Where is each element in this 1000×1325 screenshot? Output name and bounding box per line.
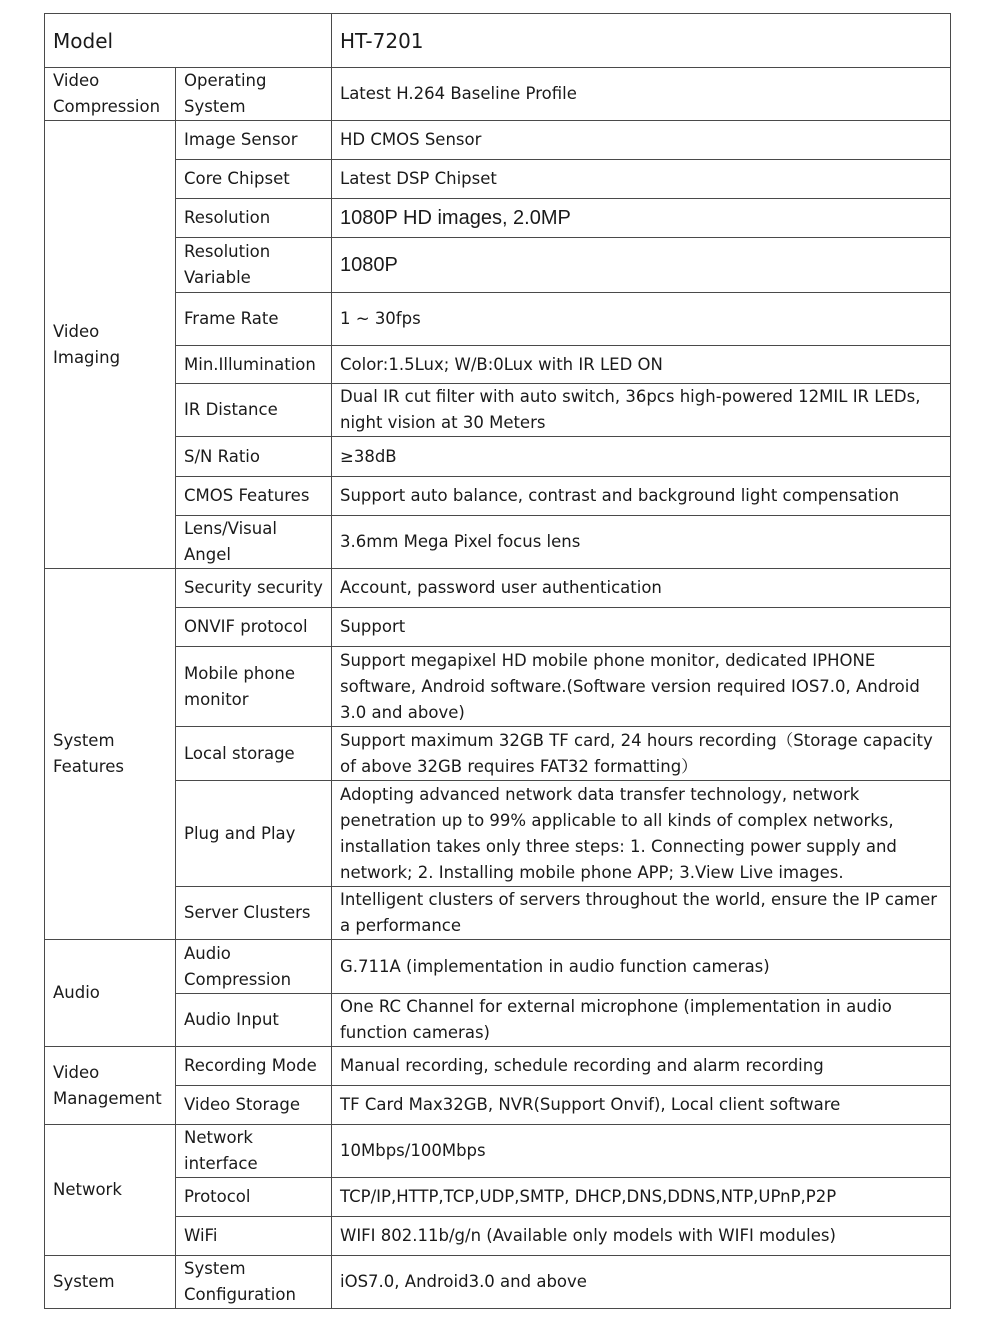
row-label: Operating System [176,68,332,121]
row-label: ONVIF protocol [176,608,332,647]
group-label: Audio [45,940,176,1047]
row-value: TCP/IP,HTTP,TCP,UDP,SMTP, DHCP,DNS,DDNS,NTP,UPnP,P2P [332,1178,951,1217]
table-row [45,1256,951,1309]
group-label: Video Management [45,1047,176,1125]
group-label: System [45,1256,176,1309]
table-row [45,160,951,199]
table-row [45,1125,951,1178]
row-value: Support auto balance, contrast and background light compensation [332,477,951,516]
row-label: Lens/Visual Angel [176,516,332,569]
table-row [45,121,951,160]
table-row [45,68,951,121]
table-row [45,293,951,346]
row-value: Dual IR cut filter with auto switch, 36pcs high-powered 12MIL IR LEDs, night vision at 30 Meters [332,384,951,437]
table-row [45,940,951,994]
table-row [45,608,951,647]
row-value: 3.6mm Mega Pixel focus lens [332,516,951,569]
spec-table [44,13,951,1309]
row-label: Video Storage [176,1086,332,1125]
row-label: Local storage [176,727,332,781]
row-value: Manual recording, schedule recording and alarm recording [332,1047,951,1086]
row-label: Frame Rate [176,293,332,346]
model-label: Model [45,14,332,68]
table-row [45,569,951,608]
group-label: Network [45,1125,176,1256]
row-value: 10Mbps/100Mbps [332,1125,951,1178]
table-row [45,437,951,477]
row-label: CMOS Features [176,477,332,516]
table-row [45,647,951,727]
row-value: Latest DSP Chipset [332,160,951,199]
table-row [45,14,951,68]
row-label: Image Sensor [176,121,332,160]
row-label: Recording Mode [176,1047,332,1086]
table-row [45,477,951,516]
table-row [45,346,951,384]
row-label: Audio Input [176,994,332,1047]
group-label: Video Compression [45,68,176,121]
row-value: Intelligent clusters of servers throughout the world, ensure the IP camer a performance [332,887,951,940]
table-row [45,238,951,293]
row-value: Support maximum 32GB TF card, 24 hours recording（Storage capacity of above 32GB requires FAT32 formatting） [332,727,951,781]
row-value: Account, password user authentication [332,569,951,608]
row-value: 1080P [332,238,951,293]
table-row [45,1217,951,1256]
row-label: Security security [176,569,332,608]
row-label: Resolution [176,199,332,238]
table-row [45,1086,951,1125]
group-label: System Features [45,569,176,940]
row-label: Protocol [176,1178,332,1217]
group-label: Video Imaging [45,121,176,569]
row-label: Plug and Play [176,781,332,887]
row-label: IR Distance [176,384,332,437]
table-row [45,1178,951,1217]
row-label: Min.Illumination [176,346,332,384]
row-value: Support [332,608,951,647]
table-row [45,199,951,238]
row-value: Support megapixel HD mobile phone monitor, dedicated IPHONE software, Android software.(Software version required IOS7.0, Android 3.0 and above) [332,647,951,727]
row-value: Latest H.264 Baseline Profile [332,68,951,121]
row-label: Server Clusters [176,887,332,940]
row-value: G.711A (implementation in audio function cameras) [332,940,951,994]
row-value: Adopting advanced network data transfer technology, network penetration up to 99% applicable to all kinds of complex networks, installation takes only three steps: 1. Connecting power supply and network; 2. Installing mobile phone APP; 3.View Live images. [332,781,951,887]
table-row [45,384,951,437]
row-label: Core Chipset [176,160,332,199]
row-value: 1080P HD images, 2.0MP [332,199,951,238]
row-label: WiFi [176,1217,332,1256]
table-row [45,994,951,1047]
row-label: System Configuration [176,1256,332,1309]
row-label: Resolution Variable [176,238,332,293]
row-value: TF Card Max32GB, NVR(Support Onvif), Local client software [332,1086,951,1125]
row-label: Mobile phone monitor [176,647,332,727]
table-row [45,781,951,887]
row-label: Network interface [176,1125,332,1178]
table-row [45,727,951,781]
table-row [45,887,951,940]
row-value: One RC Channel for external microphone (implementation in audio function cameras) [332,994,951,1047]
row-value: 1 ~ 30fps [332,293,951,346]
row-value: iOS7.0, Android3.0 and above [332,1256,951,1309]
row-value: HD CMOS Sensor [332,121,951,160]
row-label: S/N Ratio [176,437,332,477]
model-value: HT-7201 [332,14,951,68]
row-value: Color:1.5Lux; W/B:0Lux with IR LED ON [332,346,951,384]
row-label: Audio Compression [176,940,332,994]
row-value: ≥38dB [332,437,951,477]
table-row [45,1047,951,1086]
table-row [45,516,951,569]
row-value: WIFI 802.11b/g/n (Available only models with WIFI modules) [332,1217,951,1256]
